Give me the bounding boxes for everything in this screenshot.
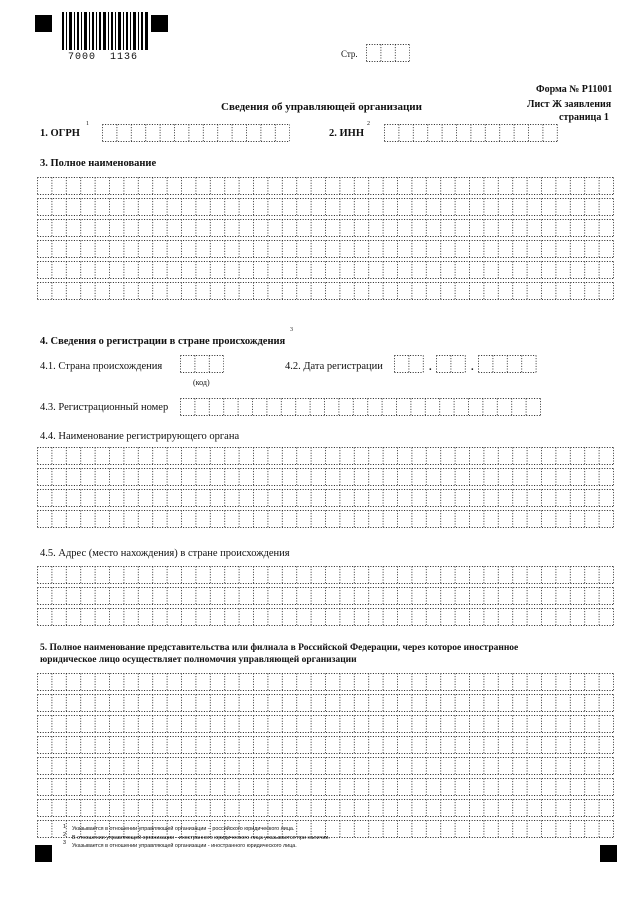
corner-marker-top-left (35, 15, 52, 32)
registration-authority-grid[interactable] (37, 447, 614, 537)
ogrn-label: 1. ОГРН (40, 128, 80, 139)
registration-number-label: 4.3. Регистрационный номер (40, 402, 169, 413)
ogrn-field[interactable] (102, 124, 290, 151)
cell-grid (180, 398, 541, 420)
cell-grid (37, 447, 614, 532)
page-title: Сведения об управляющей организации (221, 101, 422, 113)
cell-grid (37, 673, 614, 842)
date-separator-1: . (429, 362, 432, 373)
corner-marker-top-right (151, 15, 168, 32)
cell-grid (366, 44, 410, 66)
cell-grid (102, 124, 290, 146)
footnote-1-text: Указывается в отношении управляющей организации – российского юридического лица. (72, 826, 295, 832)
cell-grid (37, 177, 614, 304)
registration-footnote-ref: 3 (290, 327, 293, 333)
registration-date-label: 4.2. Дата регистрации (285, 361, 383, 372)
representative-grid[interactable] (37, 673, 614, 847)
cell-grid (384, 124, 558, 146)
page-label: Стр. (341, 49, 358, 59)
cell-grid (394, 355, 424, 377)
footnote-2-number: 2 (63, 832, 66, 838)
address-label: 4.5. Адрес (место нахождения) в стране происхождения (40, 548, 290, 559)
country-code-caption: (код) (193, 378, 210, 387)
representative-label-line1: 5. Полное наименование представительства или филиала в Российской Федерации, через которое иностранное (40, 643, 519, 653)
cell-grid (436, 355, 466, 377)
ogrn-footnote-ref: 1 (86, 121, 89, 127)
footnote-3-number: 3 (63, 840, 66, 846)
date-separator-2: . (471, 362, 474, 373)
registration-day-field[interactable] (394, 355, 424, 382)
country-label: 4.1. Страна происхождения (40, 361, 163, 372)
full-name-grid[interactable] (37, 177, 614, 309)
page-number-field[interactable] (366, 44, 410, 71)
footnote-1-number: 1 (63, 824, 66, 830)
corner-marker-bottom-right (600, 845, 617, 862)
cell-grid (37, 566, 614, 630)
address-grid[interactable] (37, 566, 614, 635)
sheet-page-label: страница 1 (559, 112, 609, 123)
registration-year-field[interactable] (478, 355, 537, 382)
corner-marker-bottom-left (35, 845, 52, 862)
full-name-label: 3. Полное наименование (40, 158, 157, 169)
registration-month-field[interactable] (436, 355, 466, 382)
footnote-3-text: Указывается в отношении управляющей организации - иностранного юридического лица. (72, 843, 297, 849)
registration-number-field[interactable] (180, 398, 541, 425)
registration-authority-label: 4.4. Наименование регистрирующего органа (40, 431, 240, 442)
inn-footnote-ref: 2 (367, 121, 370, 127)
sheet-label: Лист Ж заявления (527, 99, 612, 110)
barcode (62, 12, 148, 50)
cell-grid (478, 355, 537, 377)
representative-label-line2: юридическое лицо осуществляет полномочия управляющей организации (40, 655, 357, 665)
inn-field[interactable] (384, 124, 558, 151)
barcode-number: 7000 1136 (68, 52, 139, 63)
inn-label: 2. ИНН (329, 128, 365, 139)
form-name: Форма № Р11001 (536, 84, 613, 95)
cell-grid (180, 355, 224, 377)
footnote-2-text: В отношении управляющей организации - иностранного юридического лица указывается при наличии. (72, 835, 330, 841)
registration-section-label: 4. Сведения о регистрации в стране происхождения (40, 336, 286, 347)
